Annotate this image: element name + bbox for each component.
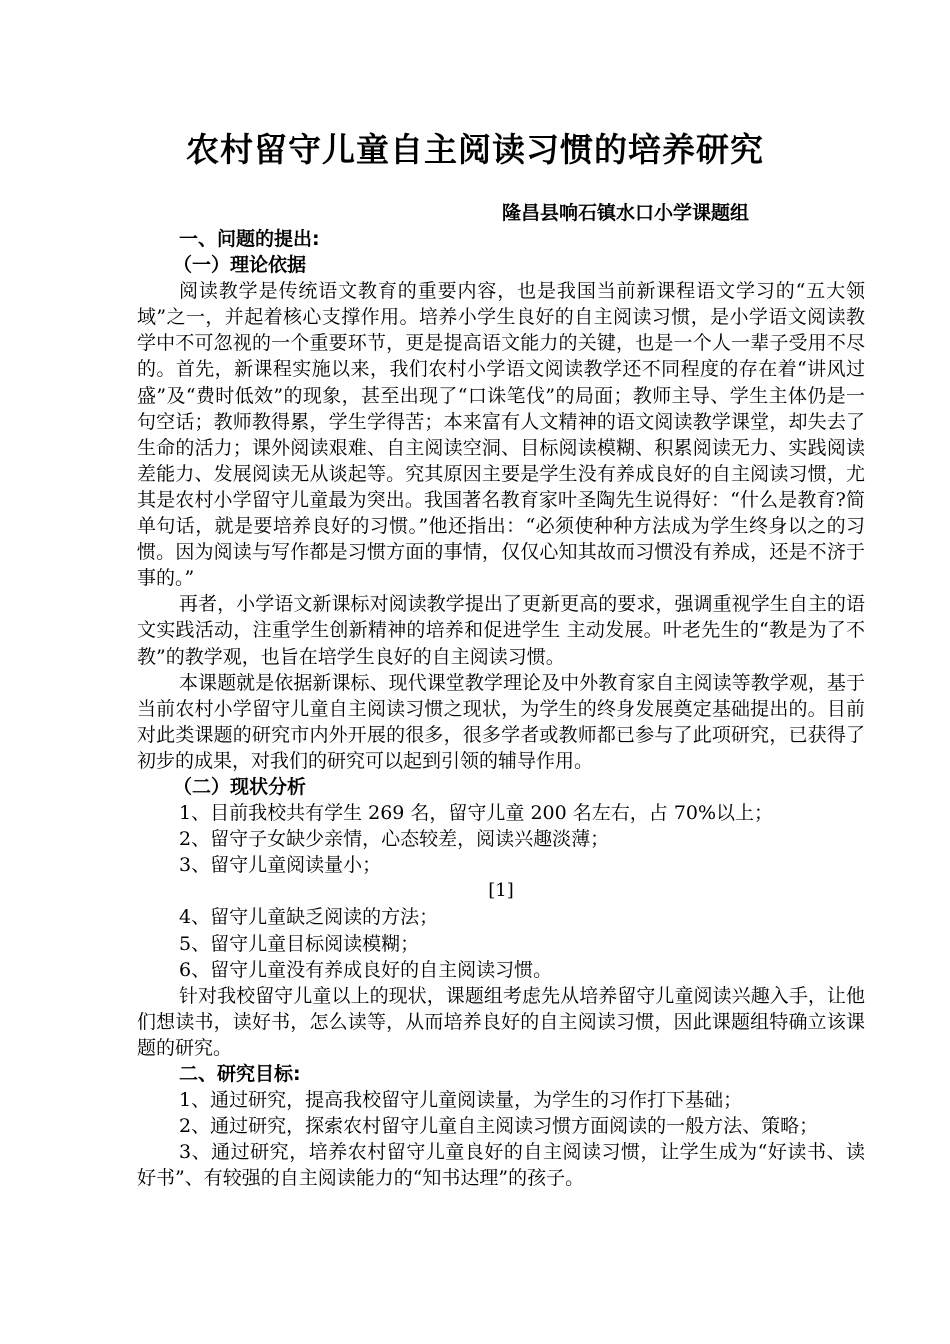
footnote-marker: [1]	[488, 880, 514, 902]
status-item-6: 6、留守儿童没有养成良好的自主阅读习惯。	[179, 958, 553, 981]
section-heading-1: 一、问题的提出:	[179, 228, 320, 250]
paragraph-theory-3: 本课题就是依据新课标、现代课堂教学理论及中外教育家自主阅读等教学观，基于当前农村小学留守儿童自主阅读习惯之现状，为学生的终身发展奠定基础提出的。目前对此类课题的研究市内外开展的很多，很多学者或教师都已参与了此项研究，已获得了初步的成果，对我们的研究可以起到引领的辅导作用。	[137, 671, 865, 772]
status-item-4: 4、留守儿童缺乏阅读的方法；	[179, 906, 439, 929]
paragraph-theory-2: 再者，小学语文新课标对阅读教学提出了更新更高的要求，强调重视学生自主的语文实践活动，注重学生创新精神的培养和促进学生 主动发展。叶老先生的“教是为了不教”的教学观，也旨在培学生良好的自主阅读习惯。	[137, 593, 865, 668]
status-item-2: 2、留守子女缺少亲情，心态较差，阅读兴趣淡薄；	[179, 828, 610, 851]
status-conclusion: 针对我校留守儿童以上的现状，课题组考虑先从培养留守儿童阅读兴趣入手，让他们想读书，读好书，怎么读等，从而培养良好的自主阅读习惯，因此课题组特确立该课题的研究。	[137, 984, 865, 1059]
document-body	[137, 226, 865, 1191]
subsection-heading-status: （二）现状分析	[173, 775, 307, 798]
goal-item-2: 2、通过研究，探索农村留守儿童自主阅读习惯方面阅读的一般方法、策略；	[179, 1115, 819, 1138]
document-title: 农村留守儿童自主阅读习惯的培养研究	[186, 130, 764, 169]
status-item-3: 3、留守儿童阅读量小；	[179, 854, 382, 877]
goal-item-3: 3、通过研究，培养农村留守儿童良好的自主阅读习惯，让学生成为“好读书、读好书”、有较强的自主阅读能力的“知书达理”的孩子。	[137, 1141, 865, 1190]
status-item-1: 1、目前我校共有学生 269 名，留守儿童 200 名左右，占 70%以上；	[179, 802, 774, 825]
subsection-heading-theory: （一）理论依据	[173, 254, 307, 277]
document-author: 隆昌县响石镇水口小学课题组	[502, 202, 750, 224]
status-item-5: 5、留守儿童目标阅读模糊；	[179, 932, 420, 955]
goal-item-1: 1、通过研究，提高我校留守儿童阅读量，为学生的习作打下基础；	[179, 1089, 743, 1112]
paragraph-theory-1: 阅读教学是传统语文教育的重要内容，也是我国当前新课程语文学习的“五大领域”之一，并起着核心支撑作用。培养小学生良好的自主阅读习惯，是小学语文阅读教学中不可忽视的一个重要环节，更是提高语文能力的关键，也是一个人一辈子受用不尽的。首先，新课程实施以来，我们农村小学语文阅读教学还不同程度的存在着“讲风过盛”及“费时低效”的现象，甚至出现了“口诛笔伐”的局面；教师主导、学生主体仍是一句空话；教师教得累，学生学得苦；本来富有人文精神的语文阅读教学课堂，却失去了生命的活力；课外阅读艰难、自主阅读空洞、目标阅读模糊、积累阅读无力、实践阅读差能力、发展阅读无从谈起等。究其原因主要是学生没有养成良好的自主阅读习惯，尤其是农村小学留守儿童最为突出。我国著名教育家叶圣陶先生说得好：“什么是教育?简单句话，就是要培养良好的习惯。”他还指出：“必须使种种方法成为学生终身以之的习惯。因为阅读与写作都是习惯方面的事情，仅仅心知其故而习惯没有养成，还是不济于事的。”	[137, 280, 865, 590]
section-heading-2: 二、研究目标:	[179, 1063, 301, 1085]
